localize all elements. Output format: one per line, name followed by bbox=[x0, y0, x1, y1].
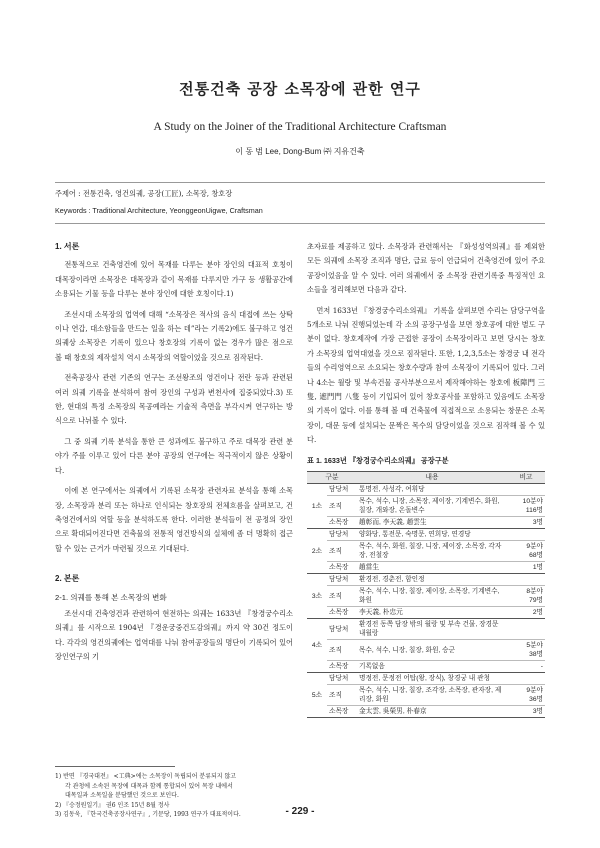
table-cell-note: 5분야 38명 bbox=[507, 640, 545, 661]
table-row bbox=[307, 619, 545, 640]
table-cell-label: 소목장 bbox=[327, 706, 357, 718]
table-header-category: 구분 bbox=[307, 472, 357, 484]
keywords-box bbox=[55, 182, 545, 224]
table-cell-note: 3명 bbox=[507, 517, 545, 529]
table-cell-label: 담당처 bbox=[327, 529, 357, 541]
table-cell-note bbox=[507, 574, 545, 586]
table-cell-content: 李天義, 朴忠元 bbox=[357, 607, 507, 619]
paragraph: 이에 본 연구에서는 의궤에서 기록된 소목장 관련자료 분석을 통해 소목장, 소목장과 분리 또는 하나로 인식되는 창호장의 전체흐름을 살펴보고, 건축영건에서의 역할 등을 분석하도록 한다. 이러한 분석들이 전 공정의 장인으로 확대되어진다면 건축물의 전통적 영건방식의 실체에 좀 더 명확히 접근할 수 있는 근거가 마련될 것으로 기대된다. bbox=[55, 486, 293, 553]
table-cell-label: 조직 bbox=[327, 640, 357, 661]
keywords-korean: 주제어 : 전통건축, 영건의궤, 공장(工匠), 소목장, 창호장 bbox=[55, 189, 233, 198]
table-cell-content: 목수, 석수, 니장, 소목장, 제이장, 기계변수, 화원, 칠장, 개와장, 온돌변수 bbox=[357, 496, 507, 517]
table-cell-note: 9분야 36명 bbox=[507, 685, 545, 706]
table-cell-content: 기록없음 bbox=[357, 661, 507, 673]
table-cell-content: 통명전, 사성각, 여휘당 bbox=[357, 484, 507, 496]
table-cell-content: 趙彰而, 李天義, 趙雲生 bbox=[357, 517, 507, 529]
table-cell-label: 조직 bbox=[327, 586, 357, 607]
footnote-1: 1) 반면 『경국대전』 <工典>에는 소목장이 독립되어 분류되지 않고 bbox=[55, 773, 237, 780]
craftsman-table bbox=[307, 471, 545, 718]
table-cell-content: 양화당, 통전문, 숙명문, 연희당, 연경당 bbox=[357, 529, 507, 541]
right-column bbox=[307, 240, 545, 718]
paragraph: 전축공장사 관련 기존의 연구는 조선왕조의 영건이나 전란 등과 관련된 여러 의궤 기록을 분석하여 참여 장인의 구성과 변천사에 집중되었다.3) 또한, 현대의 특정 소목장의 목공예라는 기술적 측면을 부각시켜 연구하는 방식으로 나뉘볼 수 있다. bbox=[55, 373, 293, 426]
footnote-1-cont: 각 관청에 소속된 목장에 대목과 함께 통합되어 있어 목장 내에서 bbox=[65, 782, 233, 790]
table-cell-section: 2소 bbox=[307, 529, 327, 574]
subsection-heading: 2-1. 의궤를 통해 본 소목장의 변화 bbox=[55, 592, 167, 602]
table-row bbox=[307, 529, 545, 541]
table-cell-note: 9분야 68명 bbox=[507, 541, 545, 562]
footnote-divider bbox=[55, 766, 175, 767]
table-row bbox=[307, 562, 545, 574]
table-row bbox=[307, 574, 545, 586]
table-cell-note bbox=[507, 619, 545, 640]
table-cell-label: 담당처 bbox=[327, 484, 357, 496]
table-header-content: 내용 bbox=[357, 472, 507, 484]
paragraph: 먼저 1633년 『창경궁수리소의궤』 기록을 살펴보면 수리는 담당구역을 5개소로 나눠 진행되었는데 각 소의 공장구성을 보면 창호공에 대한 별도 구분이 없다. 창호제작에 가장 근접한 공장이 소목장이라고 보면 당시는 창호가 소목장의 업역대였을 것으로 짐작된다. 또한, 1,2,3,5소는 창경궁 내 전각들의 수리영역으로 소요되는 창호수량과 참여 소목장이 기록되어 있다. 그러나 4소는 월랑 및 부속건물 공사부분으로서 제작해야하는 창호에 板障門 三隻, 遮門門 八隻 등이 기입되어 있어 창호공사를 포함하고 있음에도 소목장의 기록이 없다. 이를 통해 볼 때 건축물에 직접적으로 소용되는 창문은 소목장이, 대문 등에 설치되는 문짝은 목수의 담당이었을 것으로 짐작해 볼 수 있다. bbox=[307, 305, 545, 445]
table-cell-label: 조직 bbox=[327, 541, 357, 562]
section-heading-introduction: 1. 서론 bbox=[55, 242, 80, 251]
table-cell-label: 담당처 bbox=[327, 673, 357, 685]
page-number: - 229 - bbox=[285, 806, 315, 817]
table-cell-content: 환경전 동쪽 담장 밖의 월랑 및 부속 건물, 장경문 내월랑 bbox=[357, 619, 507, 640]
table-cell-content: 金太雲, 吳榮男, 朴春京 bbox=[357, 706, 507, 718]
table-cell-label: 조직 bbox=[327, 685, 357, 706]
table-cell-note: 1명 bbox=[507, 562, 545, 574]
table-cell-content: 환경전, 경춘전, 함인정 bbox=[357, 574, 507, 586]
table-cell-section: 5소 bbox=[307, 673, 327, 718]
table-header-row bbox=[307, 472, 545, 484]
table-cell-note bbox=[507, 673, 545, 685]
table-cell-label: 소목장 bbox=[327, 517, 357, 529]
table-row bbox=[307, 484, 545, 496]
left-column bbox=[55, 240, 293, 671]
table-row bbox=[307, 661, 545, 673]
table-cell-section: 1소 bbox=[307, 484, 327, 529]
table-cell-note: - bbox=[507, 661, 545, 673]
table-cell-content: 목수, 석수, 니장, 칠장, 제이장, 소목장, 기계변수, 화원 bbox=[357, 586, 507, 607]
paragraph: 조선시대 소목장의 업역에 대해 “소목장은 적사의 음식 대접에 쓰는 상탁이나 연갑, 대소함들을 만드는 일을 하는 데”라는 기록2)에도 불구하고 영건의궤상 소목장은 기록이 있으나 창호장의 기록이 없는 경우가 많은 점으로 볼 때 창호의 제작설치 역시 소목장의 역할이었을 것으로 짐작된다. bbox=[55, 309, 293, 362]
table-row bbox=[307, 685, 545, 706]
footnote-3: 3) 김동욱, 『한국건축공장사연구』, 기문당, 1993 연구가 대표적이다. bbox=[55, 811, 241, 818]
paragraph: 그 중 의궤 기록 분석을 통한 큰 성과에도 불구하고 주로 대목장 관련 분야가 주를 이루고 있어 다른 분야 공장의 연구에는 적극적이지 않은 상황이다. bbox=[55, 436, 293, 475]
paper-title-english: A Study on the Joiner of the Traditional Architecture Craftsman bbox=[153, 121, 447, 133]
table-cell-label: 조직 bbox=[327, 496, 357, 517]
table-row bbox=[307, 706, 545, 718]
footnote-1-cont: 대목일과 소목일을 분담했던 것으로 보인다. bbox=[65, 792, 179, 799]
table-cell-content: 목수, 석수, 화원, 칠장, 니장, 제이장, 소목장, 각자장, 전철장 bbox=[357, 541, 507, 562]
table-cell-note bbox=[507, 529, 545, 541]
table-cell-note: 3명 bbox=[507, 706, 545, 718]
table-row bbox=[307, 586, 545, 607]
table-cell-content: 목수, 석수, 니장, 칠장, 조각장, 소목장, 관자장, 제리장, 화원 bbox=[357, 685, 507, 706]
table-row bbox=[307, 517, 545, 529]
table-cell-label: 담당처 bbox=[327, 574, 357, 586]
table-cell-label: 소목장 bbox=[327, 607, 357, 619]
table-cell-label: 소목장 bbox=[327, 562, 357, 574]
paper-title-korean: 전통건축 공장 소목장에 관한 연구 bbox=[179, 80, 421, 98]
table-cell-content: 趙當生 bbox=[357, 562, 507, 574]
table-cell-content: 목수, 석수, 니장, 칠장, 화원, 승군 bbox=[357, 640, 507, 661]
keywords-english: Keywords : Traditional Architecture, YeonggeonUigwe, Craftsman bbox=[55, 206, 263, 215]
table-row bbox=[307, 541, 545, 562]
footnote-2: 2) 『승정원일기』 권6 인조 15년 8월 정사 bbox=[55, 801, 170, 809]
table-cell-note: 2명 bbox=[507, 607, 545, 619]
paragraph: 전통적으로 건축영건에 있어 목재를 다루는 분야 장인의 대표적 호칭이 대목장이라면 소목장은 대목장과 같이 목재를 다루지만 가구 등 생활공간에 소용되는 기물 등을 다루는 분야 장인에 대한 호칭이다.1) bbox=[55, 260, 293, 299]
table-cell-note bbox=[507, 484, 545, 496]
author-line: 이 동 범 Lee, Dong-Bum ㈜ 지유건축 bbox=[235, 147, 365, 156]
table-row bbox=[307, 640, 545, 661]
table-header-note: 비고 bbox=[507, 472, 545, 484]
section-heading-main: 2. 본론 bbox=[55, 574, 80, 584]
table-cell-label: 소목장 bbox=[327, 661, 357, 673]
table-row bbox=[307, 673, 545, 685]
table-row bbox=[307, 607, 545, 619]
table-cell-note: 10분야 116명 bbox=[507, 496, 545, 517]
table-cell-note: 8분야 79명 bbox=[507, 586, 545, 607]
table-cell-label: 담당처 bbox=[327, 619, 357, 640]
paragraph: 초자료를 제공하고 있다. 소목장과 관련해서는 『화성성역의궤』를 제외한 모든 의궤에 소목장 조직과 명단, 급료 등이 언급되어 건축영건에 있어 주요 공장이었음을 알 수 있다. 여러 의궤에서 중 소목장 관련기록중 특징적인 요소들을 정리해보면 다음과 같다. bbox=[307, 242, 545, 295]
paragraph: 조선시대 건축영건과 관련하여 현전하는 의궤는 1633년 『창경궁수리소의궤』를 시작으로 1904년 『경운궁중건도감의궤』까지 약 30건 정도이다. 각각의 영건의궤에는 업역대를 나눠 참여공장들의 명단이 기록되어 있어 장인연구의 기 bbox=[55, 608, 293, 662]
table-cell-content: 명정전, 문정전 어탑(왕, 장식), 창경궁 내 관청 bbox=[357, 673, 507, 685]
table-caption: 표 1. 1633년 『창경궁수리소의궤』 공장구분 bbox=[307, 455, 449, 465]
table-row bbox=[307, 496, 545, 517]
table-cell-section: 3소 bbox=[307, 574, 327, 619]
table-cell-section: 4소 bbox=[307, 619, 327, 673]
